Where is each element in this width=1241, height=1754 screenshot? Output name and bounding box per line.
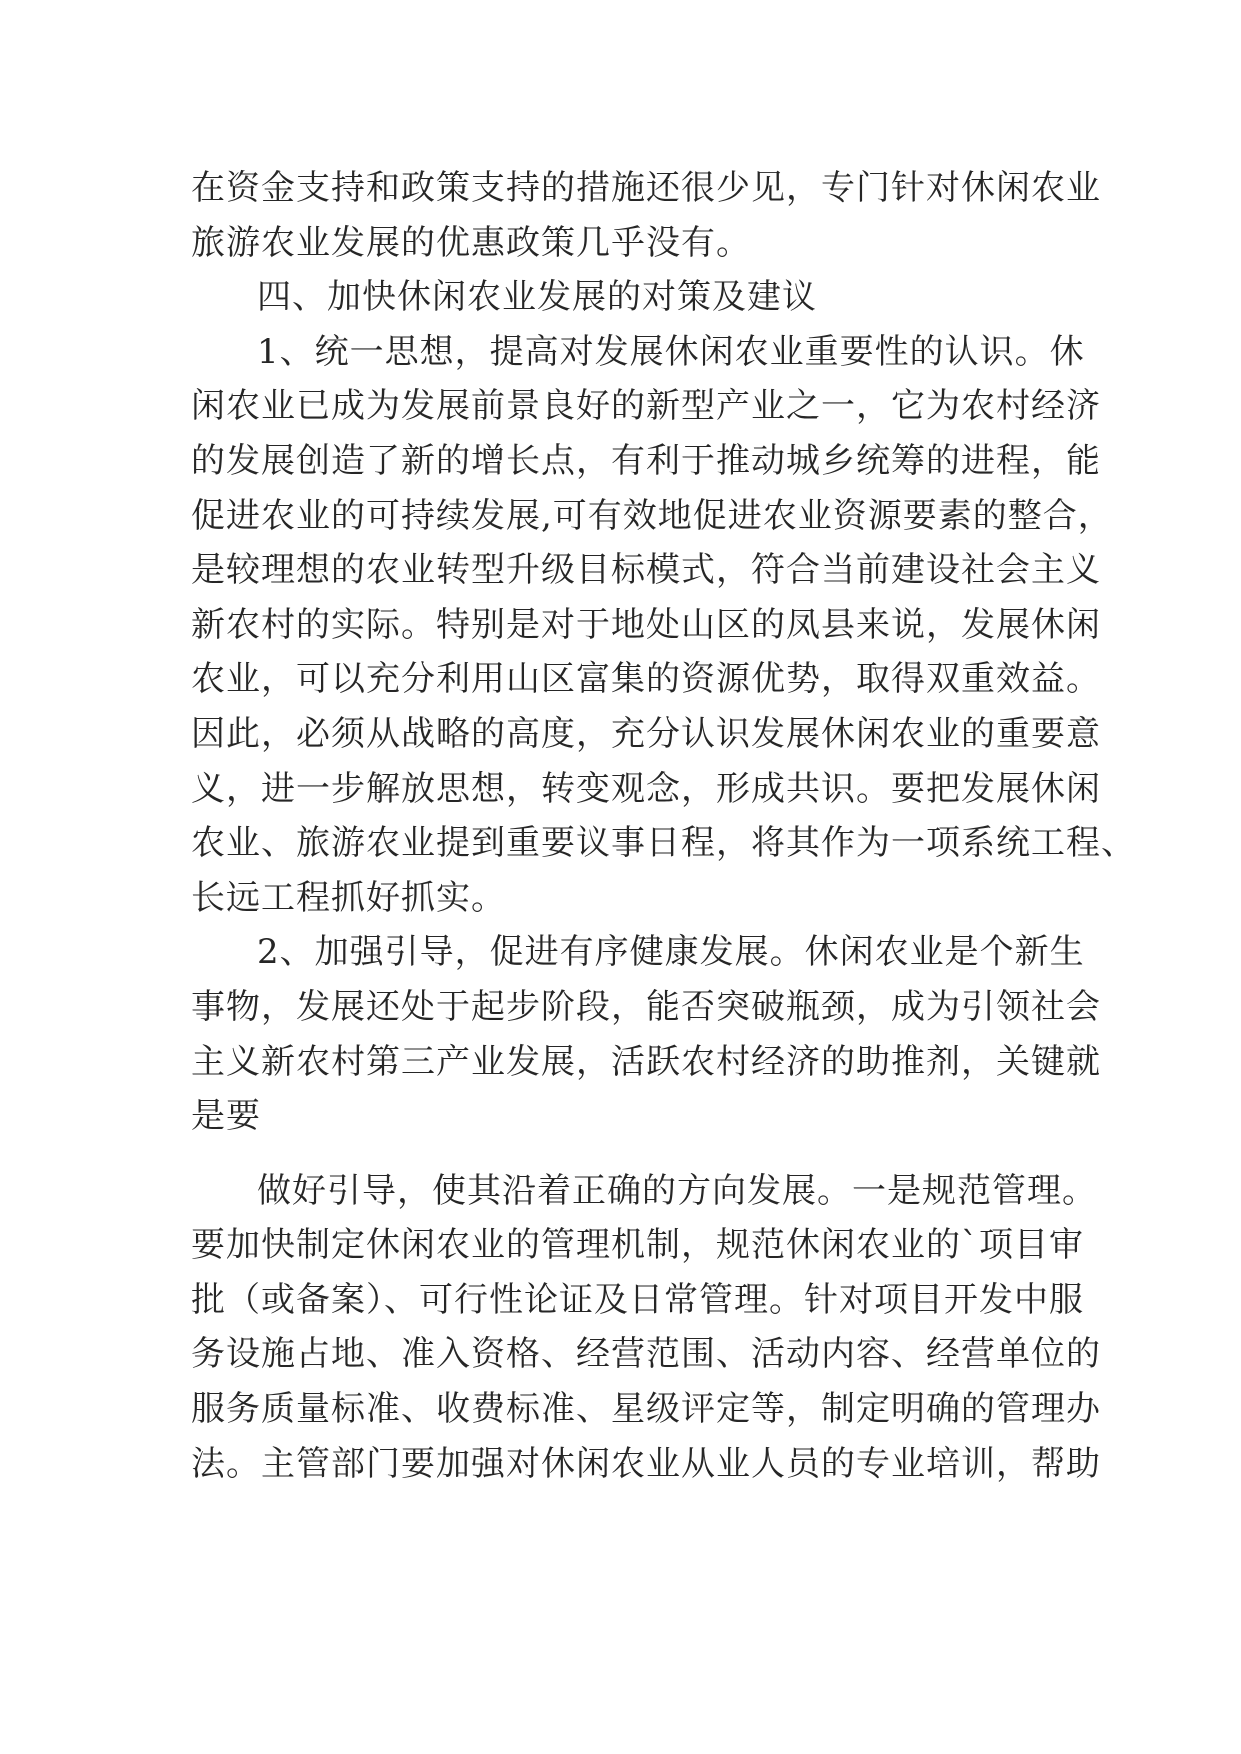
text-line: 农业、旅游农业提到重要议事日程，将其作为一项系统工程、: [191, 823, 1136, 864]
section-heading: 四、加快休闲农业发展的对策及建议: [257, 277, 817, 318]
text-line: 法。主管部门要加强对休闲农业从业人员的专业培训，帮助: [191, 1443, 1101, 1484]
text-line: 是较理想的农业转型升级目标模式，符合当前建设社会主义: [191, 550, 1101, 591]
text-line: 务设施占地、准入资格、经营范围、活动内容、经营单位的: [191, 1334, 1101, 1375]
text-line: 事物，发展还处于起步阶段，能否突破瓶颈，成为引领社会: [191, 986, 1101, 1027]
text-line: 闲农业已成为发展前景良好的新型产业之一，它为农村经济: [191, 386, 1101, 427]
text-line: 批（或备案）、可行性论证及日常管理。针对项目开发中服: [191, 1279, 1084, 1320]
text-line: 在资金支持和政策支持的措施还很少见，专门针对休闲农业: [191, 168, 1101, 208]
text-line: 农业，可以充分利用山区富集的资源优势，取得双重效益。: [191, 659, 1101, 700]
text-line: 促进农业的可持续发展,可有效地促进农业资源要素的整合，: [191, 495, 1113, 536]
text-line: 长远工程抓好抓实。: [191, 877, 506, 918]
text-line: 义，进一步解放思想，转变观念，形成共识。要把发展休闲: [191, 768, 1101, 809]
text-line: 做好引导，使其沿着正确的方向发展。一是规范管理。: [257, 1170, 1097, 1211]
text-line: 1、统一思想，提高对发展休闲农业重要性的认识。休: [257, 331, 1085, 372]
text-line: 主义新农村第三产业发展，活跃农村经济的助推剂，关键就: [191, 1041, 1101, 1082]
text-line: 因此，必须从战略的高度，充分认识发展休闲农业的重要意: [191, 713, 1101, 754]
text-line: 旅游农业发展的优惠政策几乎没有。: [191, 222, 751, 263]
text-line: 服务质量标准、收费标准、星级评定等，制定明确的管理办: [191, 1389, 1101, 1430]
document-body: [191, 161, 1136, 1491]
text-line: 新农村的实际。特别是对于地处山区的凤县来说，发展休闲: [191, 604, 1101, 645]
text-line: 要加快制定休闲农业的管理机制，规范休闲农业的`项目审: [191, 1225, 1084, 1266]
text-line: 2、加强引导，促进有序健康发展。休闲农业是个新生: [257, 932, 1085, 973]
text-line: 是要: [191, 1096, 261, 1137]
text-line: 的发展创造了新的增长点，有利于推动城乡统筹的进程，能: [191, 440, 1101, 481]
paragraph-gap: [191, 1144, 1071, 1164]
